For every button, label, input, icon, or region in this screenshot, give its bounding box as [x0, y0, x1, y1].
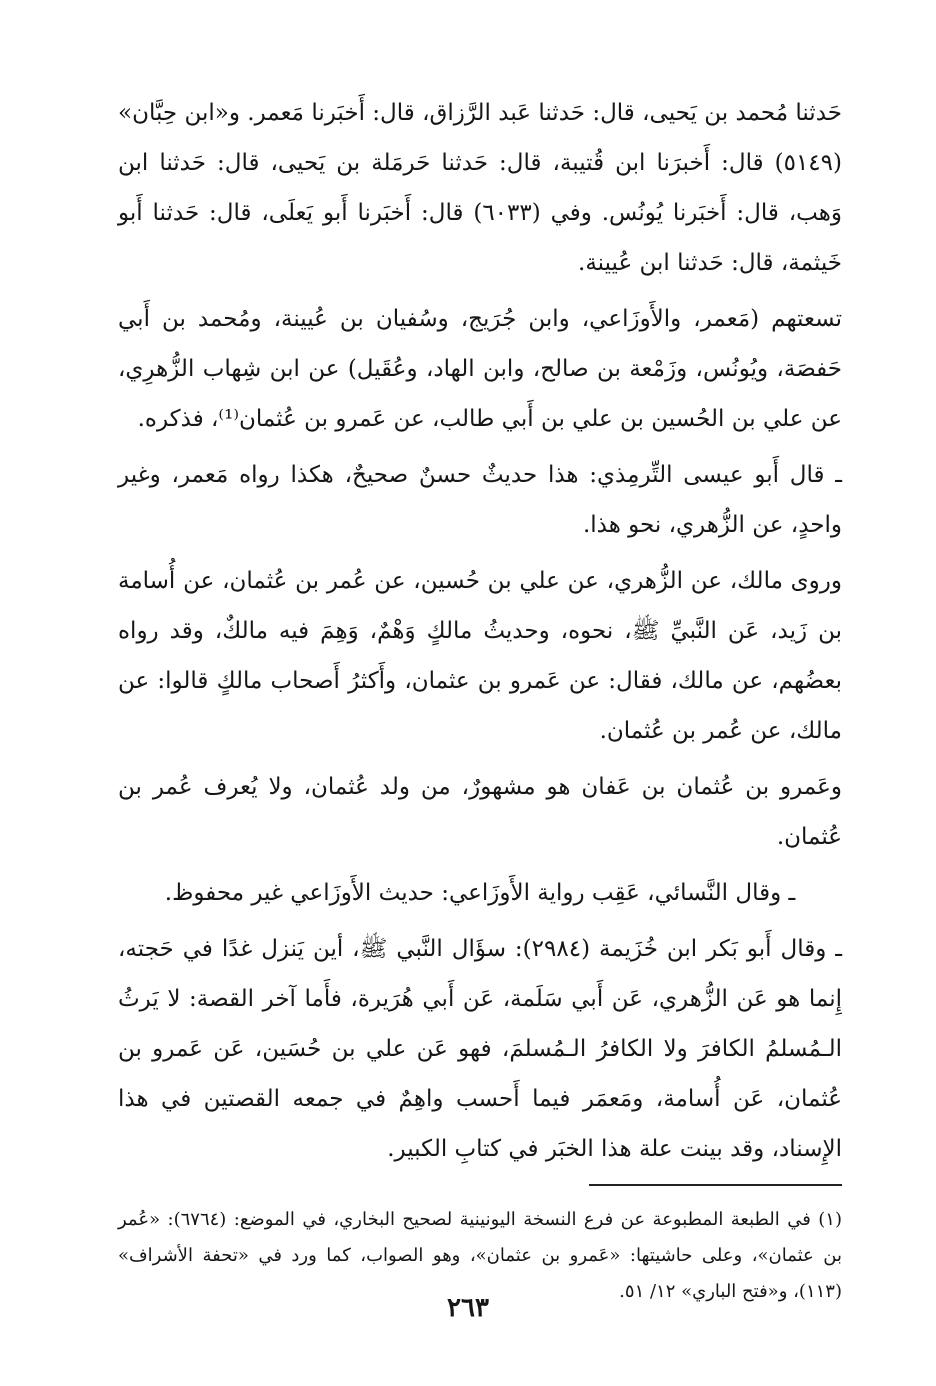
- paragraph-ibn-khuzaymah-comment: ـ وقال أَبو بَكر ابن خُزَيمة (٢٩٨٤): سؤَال النَّبي ﷺ، أين يَنزل غدًا في حَجته، إِنما هو عَن الزُّهري، عَن أَبي سَلَمة، عَن أَبي هُرَيرة، فأَما آخر القصة: لا يَرثُ الـمُسلمُ الكافرَ ولا الكافرُ الـمُسلمَ، فهو عَن علي بن حُسَين، عَن عَمرو بن عُثمان، عَن أُسامة، ومَعمَر فيما أَحسب واهِمٌ في جمعه القصتين في هذا الإِسناد، وقد بينت علة هذا الخبَر في كتابِ الكبير.: [118, 936, 842, 1162]
- paragraph-nasai-comment: ـ وقال النَّسائي، عَقِب رواية الأَوزَاعي: حديث الأَوزَاعي غير محفوظ.: [164, 880, 796, 906]
- paragraph-tirmidhi-comment: ـ قال أَبو عيسى التِّرمِذي: هذا حديثٌ حسنٌ صحيحٌ، هكذا رواه مَعمر، وغير واحدٍ، عن الزُّهري، نحو هذا.: [118, 462, 842, 538]
- footnote-separator: [589, 1184, 842, 1186]
- paragraph-malik-narration: وروى مالك، عن الزُّهري، عن علي بن حُسين، عن عُمر بن عُثمان، عن أُسامة بن زَيد، عَن النَّبيِّ ﷺ، نحوه، وحديثُ مالكٍ وَهْمٌ، وَهِمَ فيه مالكٌ، وقد رواه بعضُهم، عن مالك، فقال: عن عَمرو بن عثمان، وأَكثرُ أَصحاب مالكٍ قالوا: عن مالك، عن عُمر بن عُثمان.: [118, 568, 842, 744]
- paragraph-narrators-list: تسعتهم (مَعمر، والأَوزَاعي، وابن جُرَيج، وسُفيان بن عُيينة، ومُحمد بن أَبي حَفصَة، ويُونُس، وزَمْعة بن صالح، وابن الهاد، وعُقَيل) عن ابن شِهاب الزُّهرِي، عن علي بن الحُسين بن علي بن أَبي طالب، عن عَمرو بن عُثمان⁽¹⁾، فذكره.: [118, 306, 842, 432]
- page-number: ٢٦٣: [447, 1293, 489, 1323]
- footnote-1: (١) في الطبعة المطبوعة عن فرع النسخة اليونينية لصحيح البخاري، في الموضع: (٦٧٦٤): «عُمر بن عثمان»، وعلى حاشيتها: «عَمرو بن عثمان»، وهو الصواب، كما ورد في «تحفة الأشراف» (١١٣)، و«فتح الباري» ١٢/ ٥١.: [118, 1209, 842, 1302]
- page-body: [118, 88, 842, 1348]
- paragraph-isnad-chain: حَدثنا مُحمد بن يَحيى، قال: حَدثنا عَبد الرَّزاق، قال: أَخبَرنا مَعمر. و«ابن حِبَّان» (٥١٤٩) قال: أَخبرَنا ابن قُتيبة، قال: حَدثنا حَرمَلة بن يَحيى، قال: حَدثنا ابن وَهب، قال: أَخبَرنا يُونُس. وفي (٦٠٣٣) قال: أَخبَرنا أَبو يَعلَى، قال: حَدثنا أَبو خَيثمة، قال: حَدثنا ابن عُيينة.: [118, 100, 842, 276]
- paragraph-amr-ibn-uthman: وعَمرو بن عُثمان بن عَفان هو مشهورٌ، من ولد عُثمان، ولا يُعرف عُمر بن عُثمان.: [118, 774, 842, 850]
